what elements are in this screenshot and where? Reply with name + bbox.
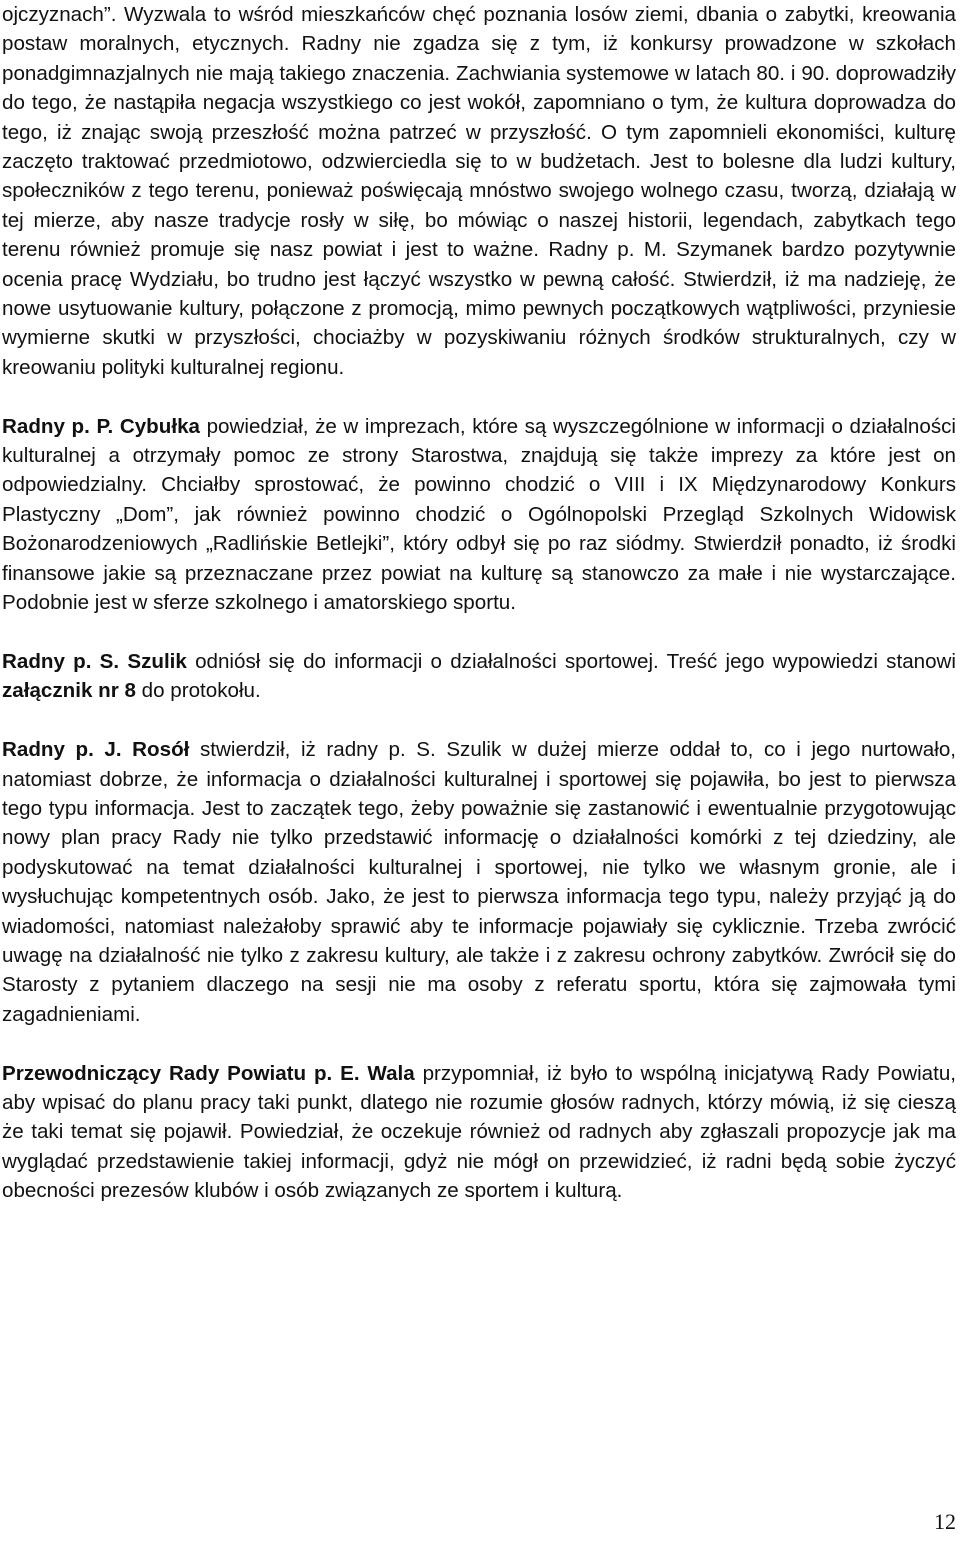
paragraph-text: przypomniał, iż było to wspólną inicjatywą Rady Powiatu, aby wpisać do planu pracy taki punkt, dlatego nie rozumie głosów radnych, którzy mówią, iż się cieszą że taki temat się pojawił. Powiedział, że oczekuje również od radnych aby zgłaszali propozycje jak ma wyglądać przedstawienie takiej informacji, gdyż nie mógł on przewidzieć, iż radni będą sobie życzyć obecności prezesów klubów i osób związanych ze sportem i kulturą. bbox=[2, 1061, 956, 1203]
paragraph-gap bbox=[2, 1029, 956, 1058]
paragraph-text: powiedział, że w imprezach, które są wyszczególnione w informacji o działalności kulturalnej a otrzymały pomoc ze strony Starostwa, znajdują się także imprezy za które jest on odpowiedzialny. Chciałby sprostować, że powinno chodzić o VIII i IX Międzynarodowy Konkurs Plastyczny „Dom”, jak również powinno chodzić o Ogólnopolski Przegląd Szkolnych Widowisk Bożonarodzeniowych „Radlińskie Betlejki”, który odbył się po raz siódmy. Stwierdził ponadto, iż środki finansowe jakie są przeznaczane przez powiat na kulturę są stanowczo za małe i nie wystarczające. Podobnie jest w sferze szkolnego i amatorskiego sportu. bbox=[2, 414, 956, 615]
paragraph-gap bbox=[2, 706, 956, 735]
document-page bbox=[2, 0, 956, 1206]
page-number: 12 bbox=[934, 1509, 956, 1534]
paragraph-text: odniósł się do informacji o działalności sportowej. Treść jego wypowiedzi stanowi bbox=[186, 649, 957, 673]
paragraph-szulik bbox=[2, 647, 956, 706]
paragraph-text: ojczyznach”. Wyzwala to wśród mieszkańców chęć poznania losów ziemi, dbania o zabytki, kreowania postaw moralnych, etycznych. Radny nie zgadza się z tym, iż konkursy prowadzone w szkołach ponadgimnazjalnych nie mają takiego znaczenia. Zachwiania systemowe w latach 80. i 90. doprowadziły do tego, że nastąpiła negacja wszystkiego co jest wokół, zapomniano o tym, że kultura doprowadza do tego, iż znając swoją przeszłość można patrzeć w przyszłość. O tym zapomnieli ekonomiści, kulturę zaczęto traktować przedmiotowo, odzwierciedla się to w budżetach. Jest to bolesne dla ludzi kultury, społeczników z tego terenu, ponieważ poświęcają mnóstwo swojego wolnego czasu, tworzą, działają w tej mierze, aby nasze tradycje rosły w siłę, bo mówiąc o naszej historii, legendach, zabytkach tego terenu również promuje się nasz powiat i jest to ważne. Radny p. M. Szymanek bardzo pozytywnie ocenia pracę Wydziału, bo trudno jest łączyć wszystko w pewną całość. Stwierdził, iż ma nadzieję, że nowe usytuowanie kultury, połączone z promocją, mimo pewnych początkowych wątpliwości, przyniesie wymierne skutki w przyszłości, chociażby w pozyskiwaniu różnych środków strukturalnych, czy w kreowaniu polityki kulturalnej regionu. bbox=[2, 3, 956, 379]
speaker-name: Radny p. J. Rosół bbox=[2, 738, 190, 762]
paragraph-gap bbox=[2, 382, 956, 411]
paragraph-rosol bbox=[2, 735, 956, 1029]
paragraph-tail: do protokołu. bbox=[135, 679, 261, 703]
speaker-name: Przewodniczący Rady Powiatu p. E. Wala bbox=[2, 1061, 415, 1085]
paragraph-continuation bbox=[2, 0, 956, 382]
speaker-name: Radny p. P. Cybułka bbox=[2, 414, 200, 438]
paragraph-gap bbox=[2, 618, 956, 647]
paragraph-cybulka bbox=[2, 412, 956, 618]
speaker-name: Radny p. S. Szulik bbox=[2, 649, 187, 673]
attachment-reference: załącznik nr 8 bbox=[2, 679, 136, 703]
paragraph-wala bbox=[2, 1059, 956, 1206]
paragraph-text: stwierdził, iż radny p. S. Szulik w dużej mierze oddał to, co i jego nurtowało, natomiast dobrze, że informacja o działalności kulturalnej i sportowej się pojawiła, bo jest to pierwsza tego typu informacja. Jest to zaczątek tego, żeby poważnie się zastanowić i ewentualnie przygotowując nowy plan pracy Rady nie tylko przedstawić informację o działalności komórki z tej dziedziny, ale podyskutować na temat działalności kulturalnej i sportowej, nie tylko we własnym gronie, ale i wysłuchując kompetentnych osób. Jako, że jest to pierwsza informacja tego typu, należy przyjąć ją do wiadomości, natomiast należałoby sprawić aby te informacje pojawiały się cyklicznie. Trzeba zwrócić uwagę na działalność nie tylko z zakresu kultury, ale także i z zakresu ochrony zabytków. Zwrócił się do Starosty z pytaniem dlaczego na sesji nie ma osoby z referatu sportu, która się zajmowała tymi zagadnieniami. bbox=[2, 738, 956, 1026]
